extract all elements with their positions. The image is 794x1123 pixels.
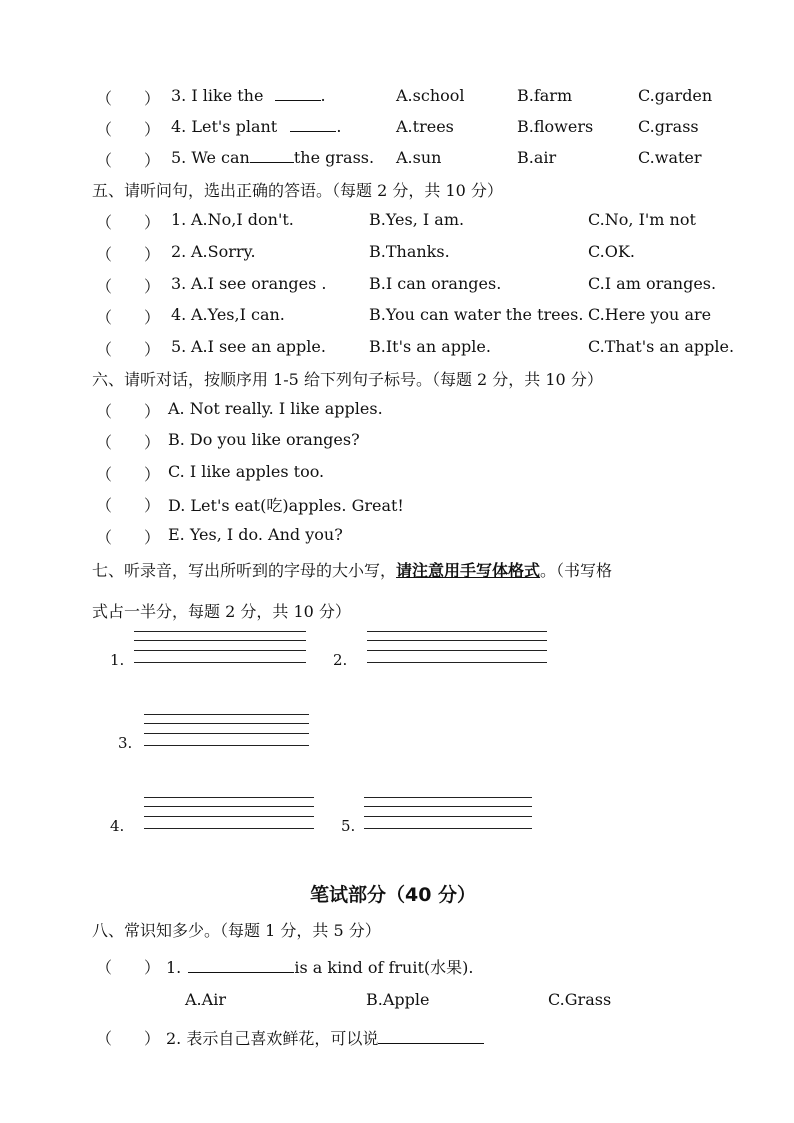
writing-label: 3. [118, 734, 133, 752]
option-b: B.It's an apple. [369, 337, 491, 356]
writing-lines[interactable] [144, 714, 309, 748]
writing-label: 5. [341, 817, 356, 835]
fill-blank [378, 1029, 484, 1044]
option-b: B.air [517, 148, 557, 167]
answer-paren[interactable]: （ ） [96, 528, 161, 547]
section7-header-line2: 式占一半分，每题 2 分，共 10 分） [92, 602, 351, 621]
option-c: C.I am oranges. [588, 274, 717, 293]
question-number: 3. [171, 274, 187, 293]
option-a: A.I see oranges . [191, 274, 327, 293]
option-a: A.school [396, 86, 465, 105]
sentence: C. I like apples too. [168, 462, 325, 481]
fill-blank [188, 958, 294, 973]
fill-blank [290, 117, 336, 132]
option-b: B.You can water the trees. [369, 305, 584, 324]
emphasis-text: 请注意用手写体格式 [396, 561, 541, 580]
section6-header: 六、请听对话，按顺序用 1-5 给下列句子标号。（每题 2 分，共 10 分） [92, 370, 603, 389]
answer-paren[interactable]: （ ） [96, 958, 161, 977]
question-number: 5. [171, 148, 187, 167]
option-b: B.Thanks. [369, 242, 450, 261]
question-number: 3. [171, 86, 187, 105]
question-number: 1. [166, 958, 182, 977]
option-a: A.No,I don't. [191, 210, 294, 229]
sentence: B. Do you like oranges? [168, 430, 360, 449]
writing-lines[interactable] [367, 631, 547, 665]
answer-paren[interactable]: （ ） [96, 308, 161, 327]
answer-paren[interactable]: （ ） [96, 245, 161, 264]
sentence: E. Yes, I do. And you? [168, 525, 343, 544]
writing-label: 1. [110, 651, 125, 669]
question-stem: is a kind of fruit(水果). [294, 958, 474, 977]
question-text [171, 148, 374, 167]
answer-paren[interactable]: （ ） [96, 433, 161, 452]
answer-paren[interactable]: （ ） [96, 277, 161, 296]
option-b: B.flowers [517, 117, 594, 136]
option-a: A.Air [185, 990, 226, 1009]
option-b: B.Yes, I am. [369, 210, 465, 229]
option-b: B.Apple [366, 990, 430, 1009]
option-a: A.I see an apple. [191, 337, 326, 356]
sentence: A. Not really. I like apples. [168, 399, 383, 418]
question-number: 5. [171, 337, 187, 356]
question-stem: 表示自己喜欢鲜花，可以说 [186, 1029, 379, 1048]
option-b: B.farm [517, 86, 573, 105]
question-number: 2. [171, 242, 187, 261]
option-c: C.No, I'm not [588, 210, 696, 229]
section5-header: 五、请听问句，选出正确的答语。（每题 2 分，共 10 分） [92, 181, 503, 200]
question-stem: Let's plant [191, 117, 278, 136]
question-text [166, 1026, 484, 1049]
question-number: 4. [171, 117, 187, 136]
answer-paren[interactable]: （ ） [96, 120, 161, 139]
section7-header: 七、听录音，写出所听到的字母的大小写，请注意用手写体格式。（书写格 [92, 561, 613, 580]
option-b: B.I can oranges. [369, 274, 502, 293]
written-part-title: 笔试部分（40 分） [310, 884, 477, 906]
question-stem: I like the [191, 86, 264, 105]
question-number: 4. [171, 305, 187, 324]
question-number: 2. [166, 1029, 182, 1048]
option-a: A.trees [396, 117, 454, 136]
question-text [166, 955, 473, 978]
answer-paren[interactable]: （ ） [96, 402, 161, 421]
writing-label: 4. [110, 817, 125, 835]
answer-paren[interactable]: （ ） [96, 340, 161, 359]
answer-paren[interactable]: （ ） [96, 89, 161, 108]
answer-paren[interactable]: （ ） [96, 465, 161, 484]
fill-blank [275, 86, 321, 101]
option-c: C.water [638, 148, 702, 167]
option-c: C.garden [638, 86, 713, 105]
writing-label: 2. [333, 651, 348, 669]
option-c: C.That's an apple. [588, 337, 735, 356]
option-a: A.sun [396, 148, 442, 167]
question-text: 3. I like the . [171, 86, 326, 105]
question-stem-end: the grass. [293, 148, 375, 167]
question-stem: We can [191, 148, 250, 167]
sentence: D. Let's eat(吃)apples. Great! [168, 496, 404, 515]
writing-lines[interactable] [144, 797, 314, 831]
option-a: A.Sorry. [191, 242, 256, 261]
option-c: C.grass [638, 117, 699, 136]
option-c: C.Grass [548, 990, 612, 1009]
answer-paren[interactable]: （ ） [96, 151, 161, 170]
option-c: C.Here you are [588, 305, 712, 324]
answer-paren[interactable]: （ ） [96, 1029, 161, 1048]
section8-header: 八、常识知多少。（每题 1 分，共 5 分） [92, 921, 381, 940]
writing-lines[interactable] [364, 797, 532, 831]
question-text: 4. Let's plant . [171, 117, 342, 136]
option-a: A.Yes,I can. [191, 305, 285, 324]
question-number: 1. [171, 210, 187, 229]
writing-lines[interactable] [134, 631, 306, 665]
answer-paren[interactable]: （ ） [96, 496, 161, 515]
answer-paren[interactable]: （ ） [96, 213, 161, 232]
option-c: C.OK. [588, 242, 635, 261]
fill-blank [250, 148, 294, 163]
